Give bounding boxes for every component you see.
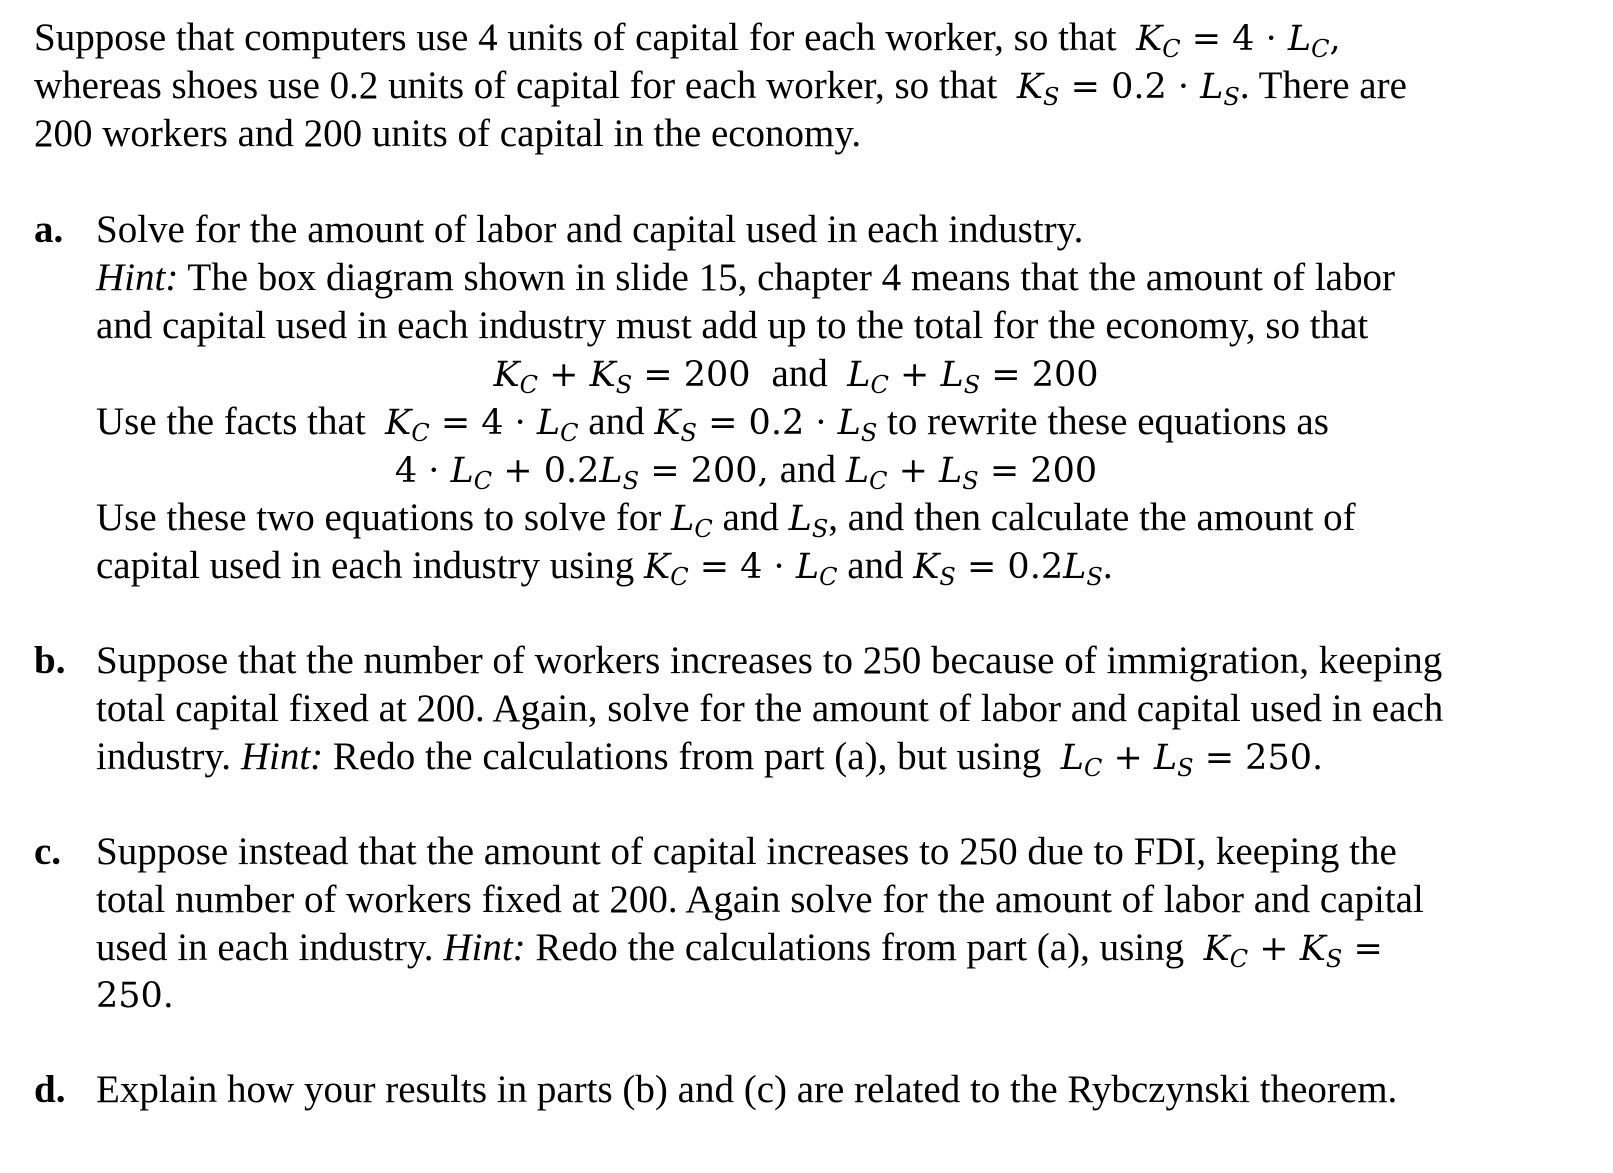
math-subscript: C <box>1162 35 1181 63</box>
part-b-body <box>96 637 1596 781</box>
math-operator: = 4 · <box>429 403 537 443</box>
math-subscript: C <box>694 515 713 543</box>
part-b-marker: b. <box>34 639 66 682</box>
math-subscript: C <box>519 371 538 399</box>
math-subscript: C <box>473 467 493 495</box>
math-operator: , <box>1329 19 1341 59</box>
math-symbol: K <box>913 547 940 587</box>
math-subscript: C <box>869 467 888 495</box>
part-a-text: Use the facts that <box>96 400 366 443</box>
math-subscript: S <box>1325 945 1343 973</box>
math-symbol: K <box>1136 19 1163 59</box>
math-and: and <box>771 352 828 395</box>
part-a-line-1: Solve for the amount of labor and capital used in each industry. <box>96 208 1084 251</box>
math-symbol: K <box>493 355 520 395</box>
math-subscript: S <box>962 467 979 495</box>
part-a-line-8 <box>96 542 1596 590</box>
part-c-body <box>96 828 1596 1020</box>
part-a-line-2 <box>96 254 1596 302</box>
math-symbol: L <box>671 499 695 539</box>
math-operator: 4 · <box>394 451 451 491</box>
math-operator: = 200 <box>978 451 1098 491</box>
part-a-text: capital used in each industry using <box>96 544 635 587</box>
math-subscript: C <box>1311 35 1330 63</box>
part-b-line-3 <box>96 733 1596 781</box>
intro-line-3: 200 workers and 200 units of capital in the economy. <box>34 112 862 155</box>
math-subscript: S <box>963 371 981 399</box>
part-b-line-2: total capital fixed at 200. Again, solve for the amount of labor and capital used in each <box>96 687 1444 730</box>
hint-label: Hint: <box>240 735 324 778</box>
math-operator: = 4 · <box>1180 19 1288 59</box>
part-b-line-1: Suppose that the number of workers increases to 250 because of immigration, keeping <box>96 639 1443 682</box>
part-a-text: and <box>712 496 789 539</box>
math-operator: + <box>887 451 940 491</box>
equation-substituted <box>96 446 1396 494</box>
part-a-text: and <box>837 544 914 587</box>
math-symbol: K <box>385 403 412 443</box>
math-symbol: K <box>1203 929 1230 969</box>
math-symbol: L <box>845 451 870 491</box>
math-subscript: S <box>622 467 640 495</box>
math-symbol: L <box>1287 19 1312 59</box>
part-a-text: The box diagram shown in slide 15, chapter 4 means that the amount of labor <box>178 256 1395 299</box>
math-subscript: S <box>860 419 878 447</box>
math-subscript: S <box>1043 83 1060 111</box>
math-symbol: L <box>536 403 561 443</box>
part-a-text: . <box>1102 544 1113 587</box>
math-and: and <box>779 448 837 491</box>
math-operator: = 0.2 <box>955 547 1064 587</box>
math-operator: + 0.2 <box>492 451 600 491</box>
math-symbol: K <box>654 403 681 443</box>
math-symbol: L <box>599 451 623 491</box>
math-operator: = 200, <box>639 451 780 491</box>
part-c-line-2: total number of workers fixed at 200. Again solve for the amount of labor and capital <box>96 878 1424 921</box>
part-a-text: Use these two equations to solve for <box>96 496 662 539</box>
part-b-text: Redo the calculations from part (a), but using <box>323 735 1042 778</box>
intro-text: whereas shoes use 0.2 units of capital for each worker, so that <box>34 64 998 107</box>
math-operator: = 250. <box>1193 738 1324 778</box>
part-d-line-1: Explain how your results in parts (b) and (c) are related to the Rybczynski theorem. <box>96 1068 1398 1111</box>
math-symbol: K <box>1016 67 1044 107</box>
math-symbol: L <box>939 451 963 491</box>
math-operator: = 0.2 · <box>696 403 838 443</box>
math-symbol: L <box>788 499 812 539</box>
math-subscript: S <box>615 371 633 399</box>
part-a-text: , and then calculate the amount of <box>828 496 1356 539</box>
part-a-marker: a. <box>34 208 64 251</box>
math-subscript: S <box>1177 754 1194 782</box>
intro-line-2 <box>34 62 1594 110</box>
math-symbol: L <box>1063 547 1087 587</box>
part-b-text: industry. <box>96 735 232 778</box>
math-operator: = 200 <box>980 355 1099 395</box>
math-operator: = 200 <box>632 355 762 395</box>
math-operator: + <box>537 355 590 395</box>
math-subscript: C <box>670 563 689 591</box>
part-a-body <box>96 206 1596 590</box>
math-symbol: K <box>589 355 616 395</box>
math-operator: = <box>1342 929 1383 969</box>
math-symbol: K <box>1299 929 1326 969</box>
part-a-text: to rewrite these equations as <box>877 400 1329 443</box>
part-c-text: Redo the calculations from part (a), using <box>525 926 1185 969</box>
math-operator: + <box>1102 738 1154 778</box>
math-symbol: L <box>847 355 871 395</box>
math-symbol: L <box>837 403 861 443</box>
part-c-line-4: 250. <box>96 976 174 1016</box>
hint-label: Hint: <box>443 926 526 969</box>
math-subscript: S <box>1086 563 1103 591</box>
math-subscript: C <box>1083 754 1103 782</box>
intro-paragraph <box>34 14 1594 158</box>
math-subscript: C <box>870 371 889 399</box>
math-subscript: C <box>560 419 579 447</box>
math-symbol: L <box>940 355 964 395</box>
intro-text: . There are <box>1239 64 1407 107</box>
math-subscript: S <box>680 419 697 447</box>
hint-label: Hint: <box>96 256 179 299</box>
math-subscript: S <box>1223 83 1240 111</box>
math-subscript: S <box>939 563 956 591</box>
part-a-line-3: and capital used in each industry must add up to the total for the economy, so that <box>96 304 1369 347</box>
math-subscript: C <box>1229 945 1249 973</box>
math-subscript: C <box>819 563 838 591</box>
intro-text: Suppose that computers use 4 units of capital for each worker, so that <box>34 16 1117 59</box>
math-symbol: K <box>644 547 671 587</box>
math-operator: = 4 · <box>688 547 796 587</box>
math-subscript: S <box>811 515 829 543</box>
math-operator: + <box>1248 929 1300 969</box>
math-symbol: L <box>1200 67 1224 107</box>
part-d-body <box>96 1066 1596 1114</box>
part-c-line-1: Suppose instead that the amount of capital increases to 250 due to FDI, keeping the <box>96 830 1397 873</box>
math-symbol: L <box>795 547 820 587</box>
part-a-text: and <box>578 400 655 443</box>
equation-totals <box>96 350 1496 398</box>
math-operator: + <box>888 355 941 395</box>
part-c-marker: c. <box>34 830 62 873</box>
math-operator: = 0.2 · <box>1059 67 1201 107</box>
math-symbol: L <box>1153 738 1178 778</box>
intro-line-1 <box>34 14 1594 62</box>
part-c-line-3 <box>96 924 1596 972</box>
math-symbol: L <box>450 451 474 491</box>
math-symbol: L <box>1060 738 1084 778</box>
part-d-marker: d. <box>34 1068 66 1111</box>
part-c-text: used in each industry. <box>96 926 434 969</box>
part-a-line-5 <box>96 398 1596 446</box>
part-a-line-7 <box>96 494 1596 542</box>
math-subscript: C <box>411 419 430 447</box>
